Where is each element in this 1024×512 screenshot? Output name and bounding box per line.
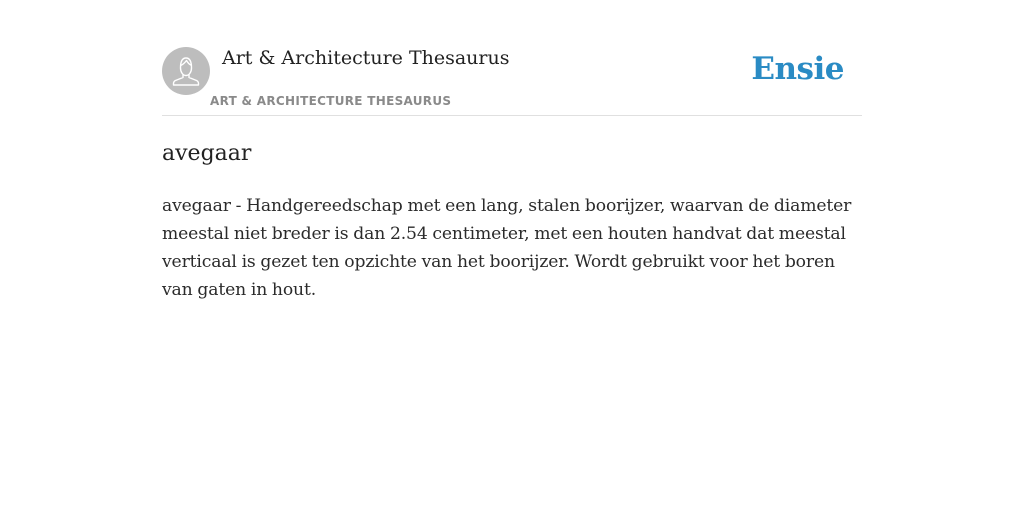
header xyxy=(162,0,862,116)
avatar[interactable] xyxy=(162,47,210,95)
article-title: avegaar xyxy=(162,141,252,166)
user-avatar-icon xyxy=(162,47,210,95)
author-subtitle[interactable]: ART & ARCHITECTURE THESAURUS xyxy=(210,94,452,108)
article-body: avegaar - Handgereedschap met een lang, stalen boorijzer, waarvan de diameter meestal niet breder is dan 2.54 centimeter, met een houten handvat dat meestal verticaal is gezet ten opzichte van het boorijzer. Wordt gebruikt voor het boren van gaten in hout. xyxy=(162,196,852,300)
brand-logo[interactable]: Ensie xyxy=(751,51,844,87)
author-name[interactable]: Art & Architecture Thesaurus xyxy=(222,47,510,69)
